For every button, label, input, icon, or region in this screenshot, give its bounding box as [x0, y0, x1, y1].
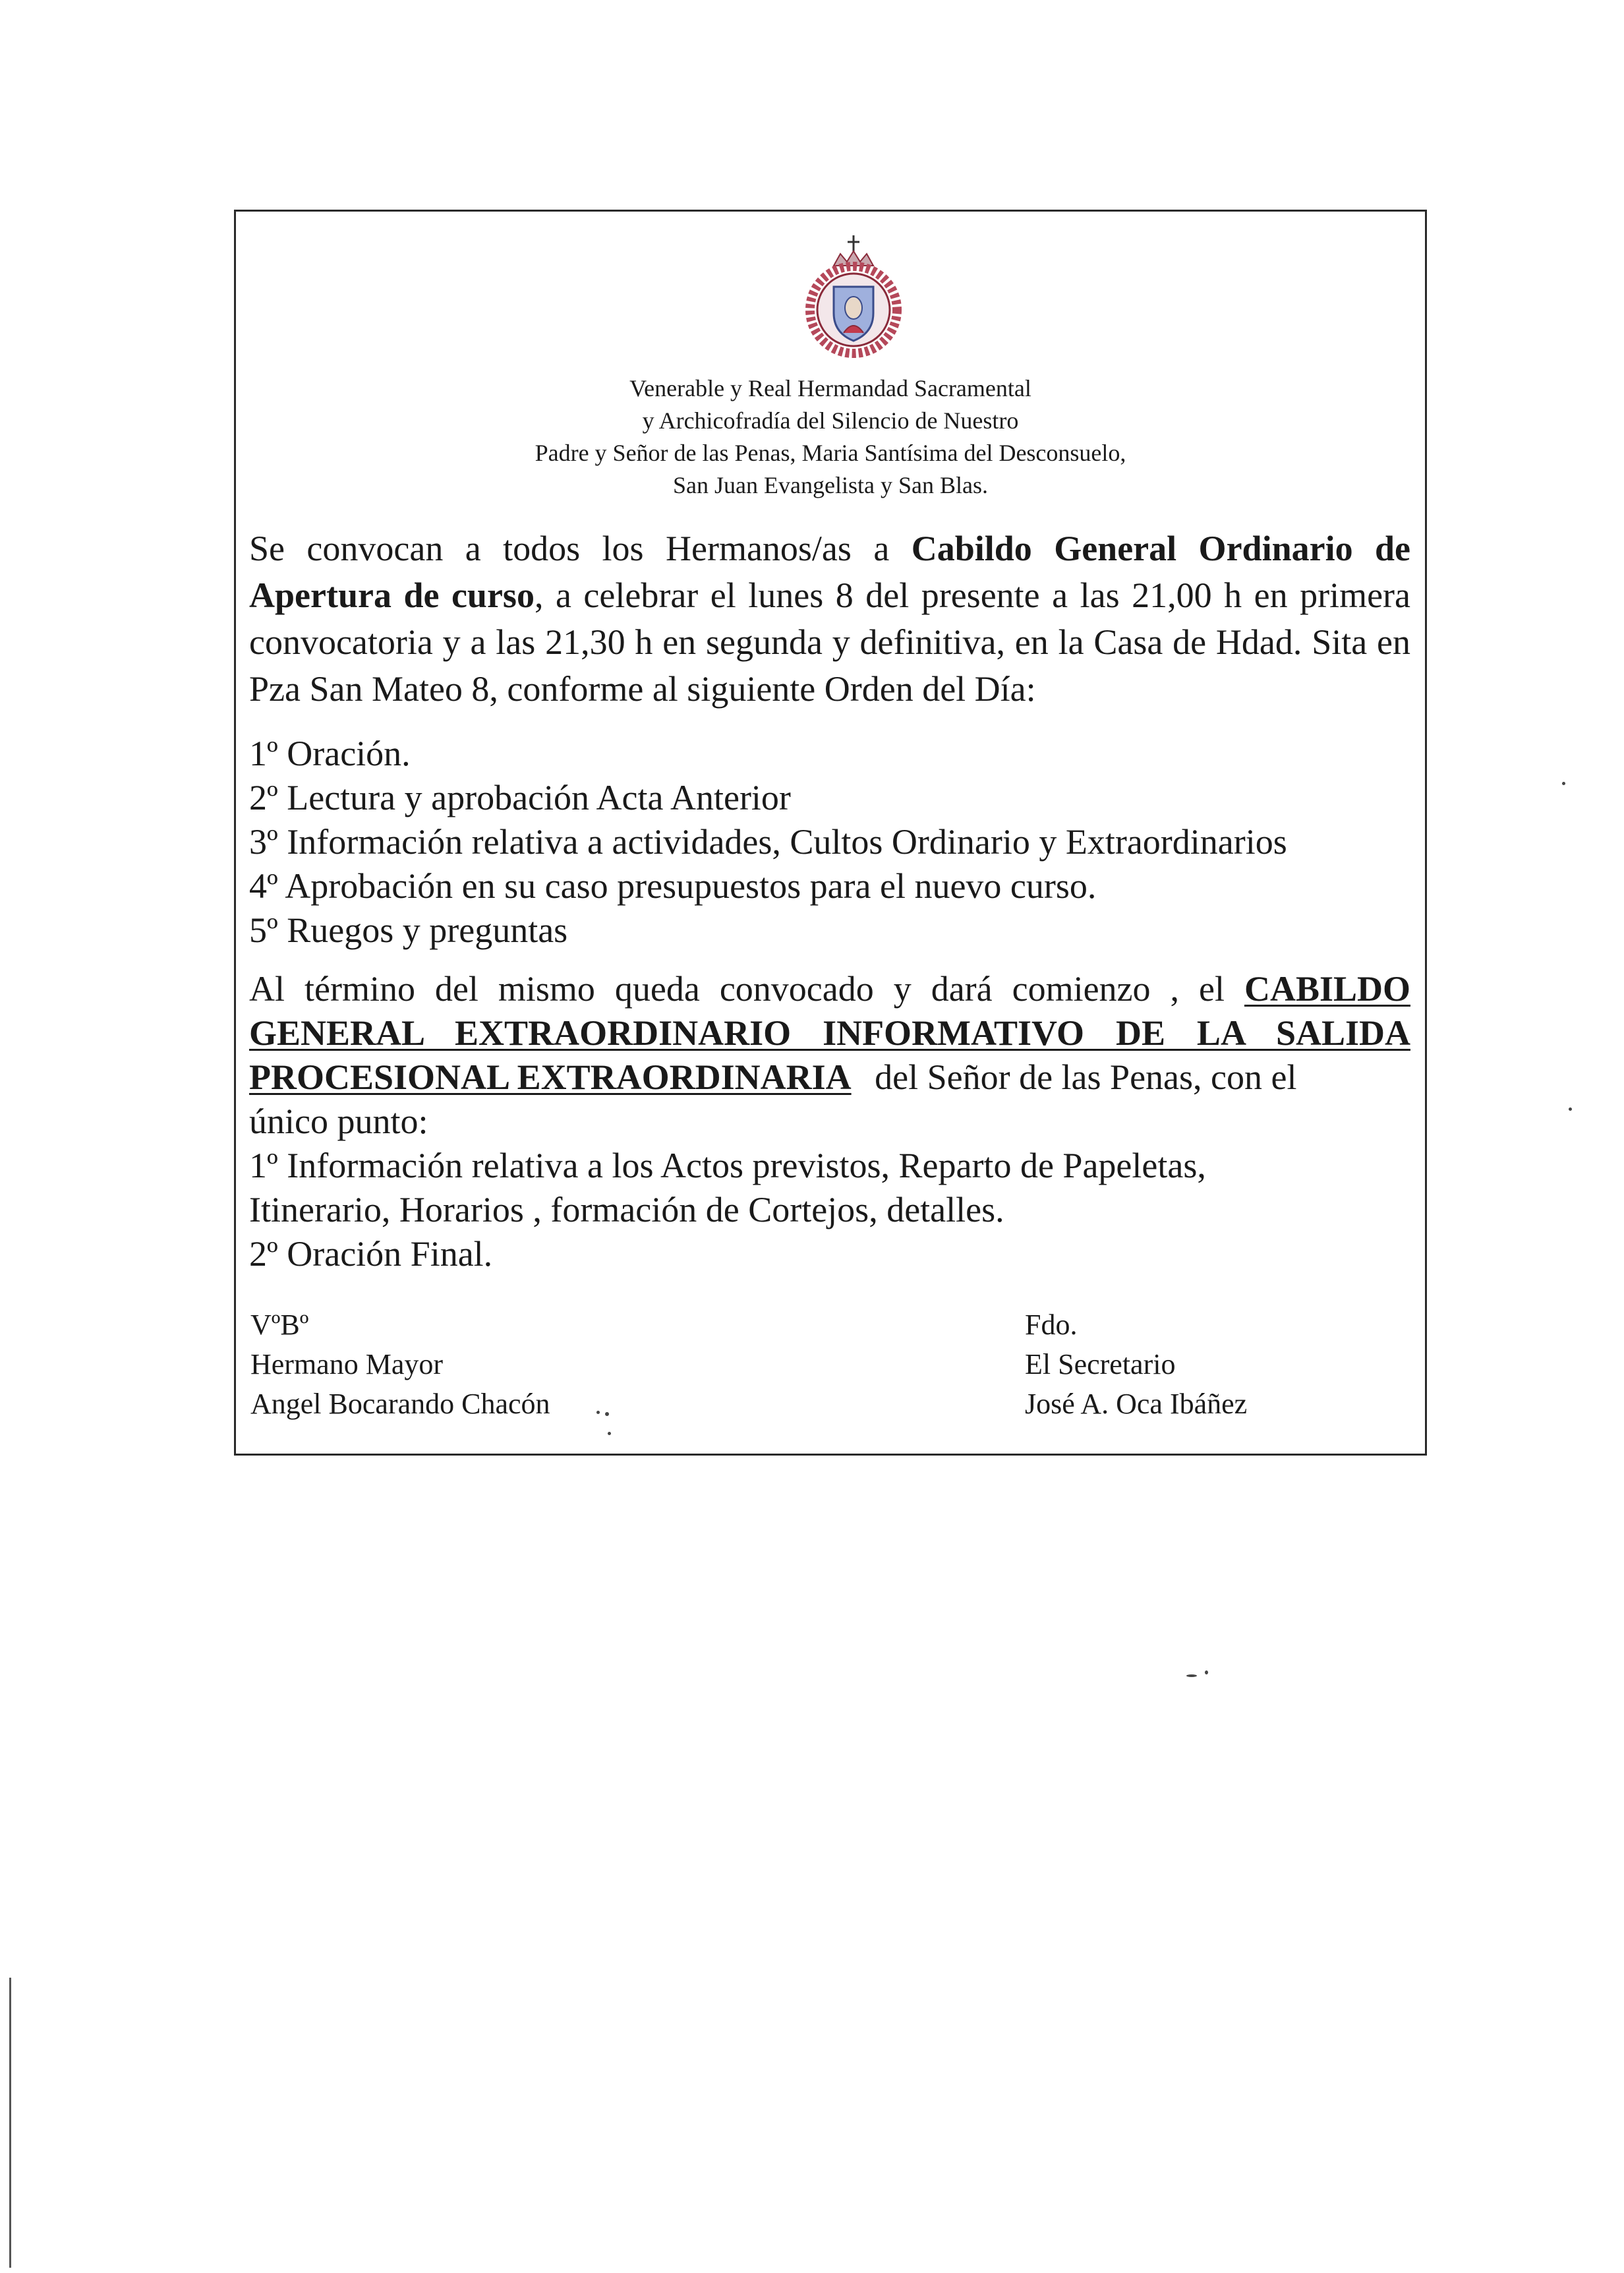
signature-line: Angel Bocarando Chacón: [250, 1388, 550, 1420]
brotherhood-name-line: y Archicofradía del Silencio de Nuestro: [642, 407, 1019, 434]
signature-line: El Secretario: [1025, 1348, 1176, 1380]
scan-speck: [608, 1432, 611, 1435]
extraordinary-item: 1º Información relativa a los Actos previstos, Reparto de Papeletas,: [249, 1146, 1206, 1185]
extraordinary-after-title: del Señor de las Penas, con el: [865, 1057, 1297, 1097]
convocation-paragraph: [249, 525, 1410, 713]
scan-speck: [596, 1411, 600, 1414]
scan-speck: [1186, 1674, 1197, 1677]
agenda-item: 5º Ruegos y preguntas: [249, 910, 568, 950]
extraordinary-item: 2º Oración Final.: [249, 1234, 493, 1274]
scan-speck: [1205, 1670, 1208, 1674]
convocation-text: Se convocan a todos los Hermanos/as a: [249, 529, 912, 568]
signature-line: José A. Oca Ibáñez: [1025, 1388, 1248, 1420]
scan-speck: [1569, 1107, 1572, 1111]
signature-line: VºBº: [250, 1309, 309, 1341]
extraordinary-intro: Al término del mismo queda convocado y dará comienzo , el: [249, 969, 1244, 1009]
extraordinary-line: [249, 1055, 1410, 1100]
agenda-item: 2º Lectura y aprobación Acta Anterior: [249, 778, 791, 817]
extraordinary-title-part: CABILDO: [1244, 969, 1410, 1009]
extraordinary-line: [249, 967, 1410, 1011]
agenda-item: 3º Información relativa a actividades, Cultos Ordinario y Extraordinarios: [249, 822, 1287, 862]
signature-secretary: [1025, 1305, 1247, 1424]
agenda-item: 1º Oración.: [249, 734, 411, 773]
signature-line: Fdo.: [1025, 1309, 1078, 1341]
convocation-details: , a celebrar el lunes 8 del presente a las 21,00 h en primera convocatoria y a las 21,30 h en segunda y definitiva, en la Casa de Hdad. Sita en Pza San Mateo 8, conforme al siguiente Orden del Día:: [249, 576, 1410, 709]
scan-speck: [1562, 782, 1565, 785]
signature-line: Hermano Mayor: [250, 1348, 444, 1380]
signature-president: [250, 1305, 550, 1424]
single-point-label: único punto:: [249, 1102, 428, 1141]
extraordinary-title-part: PROCESIONAL EXTRAORDINARIA: [249, 1057, 852, 1097]
extraordinary-item: Itinerario, Horarios , formación de Cortejos, detalles.: [249, 1190, 1004, 1229]
scan-speck: [605, 1412, 609, 1416]
extraordinary-title-part: GENERAL EXTRAORDINARIO INFORMATIVO DE LA SALIDA: [249, 1013, 1410, 1053]
brotherhood-name-line: Venerable y Real Hermandad Sacramental: [629, 375, 1031, 401]
agenda-item: 4º Aprobación en su caso presupuestos para el nuevo curso.: [249, 866, 1097, 906]
brotherhood-name-line: Padre y Señor de las Penas, Maria Santísima del Desconsuelo,: [535, 440, 1126, 466]
ordinary-assembly-title: Cabildo General Ordinario de Apertura de curso: [249, 529, 1410, 615]
brotherhood-crest-icon: [798, 234, 910, 359]
brotherhood-name-line: San Juan Evangelista y San Blas.: [673, 472, 988, 498]
agenda-list: [249, 732, 1410, 953]
scan-edge: [9, 1978, 11, 2268]
extraordinary-assembly-section: [249, 967, 1410, 1276]
brotherhood-name: [234, 372, 1427, 502]
